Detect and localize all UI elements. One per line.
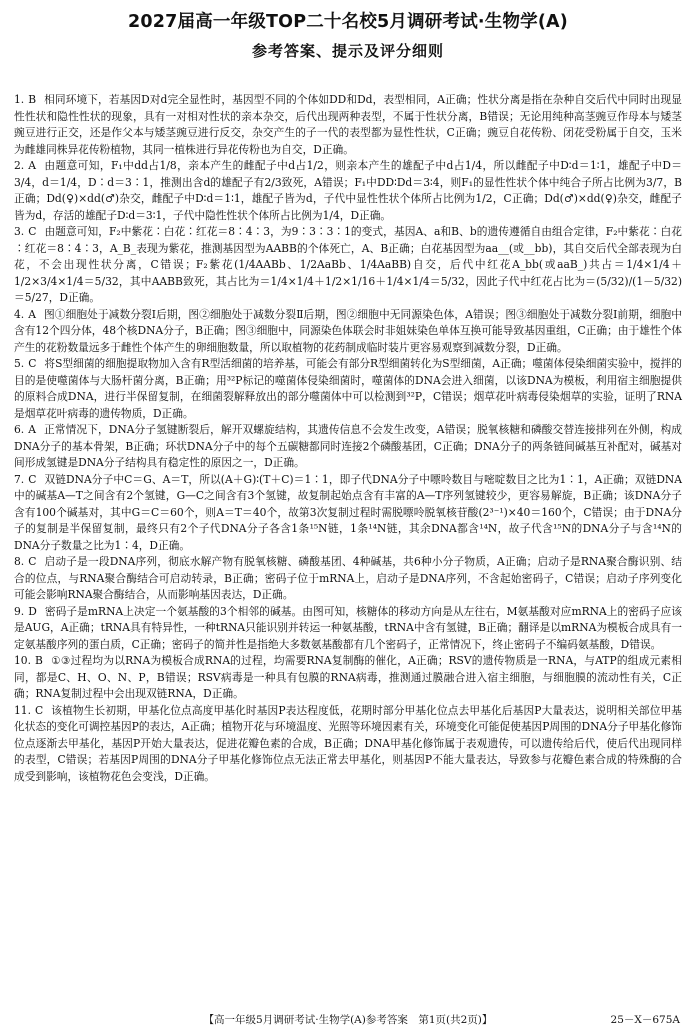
item-number: 4. [14,307,25,321]
item-answer: C [28,472,37,486]
answer-item-3 [14,224,682,307]
item-number: 6. [14,423,25,436]
item-explanation: 由题意可知，F₂中紫花∶白花∶红花＝8∶4∶3，为9∶3∶3∶1的变式，基因A、a和B、b的遗传遵循自由组合定律，F₂中紫花∶白花∶红花＝8∶4∶3，A_B_表现为紫花，推测基因型为AABB的个体死亡，A、B正确；白花基因型为aa__(或__bb)，其自交后代全部表现为白花，不会出现性状分离，C错误；F₂紫花(1/4AABb、1/2AaBb、1/4AaBB)自交，后代中红花A_bb(或aaB_)共占＝1/4×1/4＋1/2×3/4×1/4＝5/32，其中AABB致死，其占比为＝1/4×1/4＋1/2×1/16＋1/4×1/4＝5/32，因此子代中红花占比为＝(5/32)/(1－5/32)＝5/27，D正确。 [14,225,682,304]
item-explanation: 密码子是mRNA上决定一个氨基酸的3个相邻的碱基。由图可知，核糖体的移动方向是从左往右，M氨基酸对应mRNA上的密码子应该是AUG，A正确；tRNA具有特异性，一种tRNA只能识别并转运一种氨基酸，tRNA中含有氢键，B正确；翻译是以mRNA为模板合成具有一定氨基酸序列的蛋白质，C正确；密码子的简并性是指绝大多数氨基酸都有几个密码子，正常情况下，终止密码子不编码氨基酸，D错误。 [14,604,682,651]
item-answer: C [28,555,37,568]
item-number: 10. [14,654,31,667]
item-answer: D [28,604,37,618]
item-answer: A [28,159,36,172]
answer-item-5 [14,356,682,422]
item-number: 9. [14,604,25,618]
page-subtitle: 参考答案、提示及评分细则 [251,42,444,60]
item-answer: A [28,423,36,436]
answer-list [14,92,682,785]
item-explanation: 启动子是一段DNA序列，彻底水解产物有脱氧核糖、磷酸基团、4种碱基，共6种小分子物质，A正确；启动子是RNA聚合酶识别、结合的位点，与RNA聚合酶结合可启动转录，B正确；密码子位于mRNA上，启动子是DNA序列，不含起始密码子，C错误；启动子序列变化可能会影响RNA聚合酶结合，从而影响基因表达，D正确。 [14,555,682,601]
item-answer: B [35,654,43,667]
item-number: 3. [14,225,25,238]
page-title: 2027届高一年级TOP二十名校5月调研考试·生物学(A) [127,12,568,32]
item-explanation: ①③过程均为以RNA为模板合成RNA的过程，均需要RNA复制酶的催化，A正确；RSV的遗传物质是一RNA，与ATP的组成元素相同，都是C、H、O、N、P，B错误；RSV病毒是一种具有包膜的RNA病毒，推测通过膜融合进入宿主细胞，与细胞膜的流动性有关，C正确；RNA复制过程中会出现双链RNA，D正确。 [14,654,682,700]
answer-item-7 [14,472,682,555]
item-answer: C [28,225,37,238]
answer-item-1 [14,92,682,158]
answer-item-11 [14,703,682,786]
item-number: 11. [14,703,31,717]
footer-exam-code: 25－X－675A [610,1014,680,1026]
item-number: 7. [14,472,25,486]
item-answer: A [28,307,36,321]
answer-item-2 [14,158,682,224]
item-explanation: 相同环境下，若基因D对d完全显性时，基因型不同的个体如DD和Dd，表型相同，A正确；性状分离是指在杂种自交后代中同时出现显性性状和隐性性状的现象，具有一对相对性状的亲本杂交，后代出现两种表型，不属于性状分离，B错误；无论用纯种高茎豌豆作母本与矮茎豌豆进行正交，还是作父本与矮茎豌豆进行反交，杂交产生的子一代的表型都为显性性状，C正确；豌豆自花传粉、闭花受粉属于自交，玉米为雌雄同株异花传粉植物，其同一植株进行异花传粉也为自交，D正确。 [14,93,682,156]
item-explanation: 正常情况下，DNA分子氢键断裂后，解开双螺旋结构，其遗传信息不会发生改变，A错误；脱氧核糖和磷酸交替连接排列在外侧，构成DNA分子的基本骨架，B正确；环状DNA分子中的每个五碳糖都同时连接2个磷酸基团，C正确；DNA分子的两条链间碱基互补配对，碱基对间形成氢键是DNA分子结构具有稳定性的原因之一，D正确。 [14,423,682,469]
page-footer [0,1012,696,1028]
item-number: 2. [14,159,25,172]
footer-page-info: 【高一年级5月调研考试·生物学(A)参考答案 第1页(共2页)】 [203,1014,493,1026]
item-number: 1. [14,93,25,106]
item-explanation: 该植物生长初期，甲基化位点高度甲基化时基因P表达程度低，花期时部分甲基化位点去甲基化后基因P大量表达，说明相关部位甲基化状态的变化可调控基因P的表达，A正确；植物开花与环境温度、光照等环境因素有关，环境变化可能促使基因P周围的DNA分子甲基化修饰位点逐渐去甲基化，基因P开始大量表达，促进花瓣色素的合成，B正确；DNA甲基化修饰属于表观遗传，可以遗传给后代，使后代出现同样的表型，C错误；若基因P周围的DNA分子甲基化修饰位点无法正常去甲基化，则基因P不能大量表达，导致参与花瓣色素合成的特殊酶的合成受到影响，该植物花色会变浅，D正确。 [14,703,682,783]
item-explanation: 将S型细菌的细胞提取物加入含有R型活细菌的培养基，可能会有部分R型细菌转化为S型细菌，A正确；噬菌体侵染细菌实验中，搅拌的目的是使噬菌体与大肠杆菌分离，B正确；用³²P标记的噬菌体侵染细菌时，噬菌体的DNA会进入细菌，以该DNA为模板，利用宿主细胞提供的原料合成DNA，进行半保留复制，在细菌裂解释放出的部分噬菌体中可以检测到³²P，C错误；烟草花叶病毒侵染烟草的实验，证明了RNA是烟草花叶病毒的遗传物质，D正确。 [14,357,682,420]
item-explanation: 由题意可知，F₁中dd占1/8，亲本产生的雌配子中d占1/2，则亲本产生的雄配子中d占1/4，所以雌配子中D∶d＝1∶1，雄配子中D＝3/4，d＝1/4，D∶d＝3∶1，推测出含d的雄配子有2/3致死，A错误；F₁中DD∶Dd＝3∶4，则F₁的显性性状个体中纯合子所占比例为3/7，B正确；Dd(♀)×dd(♂)杂交，雌配子中D∶d＝1∶1，雄配子皆为d，子代中显性性状个体所占比例为1/2，C正确；Dd(♂)×dd(♀)杂交，雌配子皆为d，存活的雄配子D∶d＝3∶1，子代中隐性性状个体所占比例为1/4，D正确。 [14,159,682,222]
item-answer: C [28,357,37,370]
answer-item-10 [14,653,682,703]
item-explanation: 双链DNA分子中C＝G、A＝T，所以(A＋G)∶(T＋C)＝1∶1，即子代DNA分子中嘌呤数目与嘧啶数目之比为1∶1，A正确；双链DNA中的碱基A—T之间含有2个氢键，G—C之间含有3个氢键，故复制起始点含有丰富的A—T序列氢键较少，更容易解旋，B正确；该DNA分子含有100个碱基对，其中G＝C＝60个，则A＝T＝40个，故第3次复制过程时需脱嘌呤脱氧核苷酸(2³⁻¹)×40＝160个，C错误；由于DNA分子的复制是半保留复制，最终只有2个子代DNA分子各含1条¹⁵N链，1条¹⁴N链，其余DNA都含¹⁴N，故子代含¹⁵N的DNA分子与含¹⁴N的DNA分子数量之比为1∶4，D正确。 [14,472,682,552]
answer-item-6 [14,422,682,472]
answer-item-8 [14,554,682,604]
item-answer: B [28,93,37,106]
answer-item-9 [14,604,682,654]
answer-item-4 [14,307,682,357]
item-explanation: 图①细胞处于减数分裂Ⅰ后期，图②细胞处于减数分裂Ⅱ后期，图②细胞中无同源染色体，A错误；图③细胞处于减数分裂Ⅰ前期，细胞中含有12个四分体，48个核DNA分子，B正确；图③细胞中，同源染色体联会时非姐妹染色单体互换可能导致基因重组，C正确；由于雄性个体产生的花粉数量远多于雌性个体产生的卵细胞数量，所以取植物的花药制成临时装片更容易观察到减数分裂，D正确。 [14,307,682,354]
item-number: 8. [14,555,25,568]
item-number: 5. [14,357,25,370]
item-answer: C [35,703,44,717]
